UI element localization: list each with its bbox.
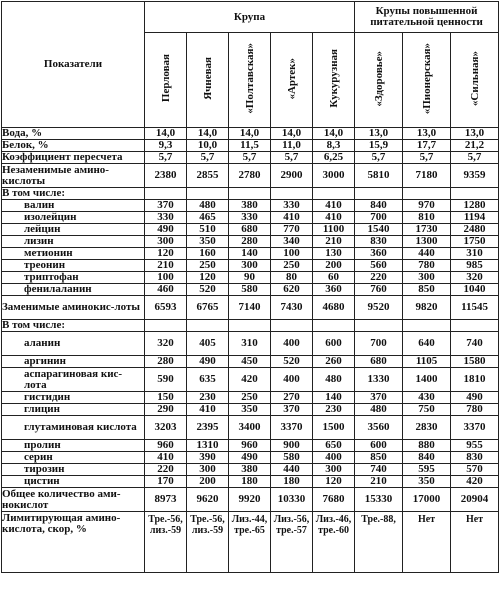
cell-value: 310 <box>451 248 499 260</box>
table-row <box>2 476 499 488</box>
cell-value: 300 <box>229 260 271 272</box>
cell-value: 390 <box>187 452 229 464</box>
column-header-text: «Артек» <box>285 57 298 100</box>
cell-value: 410 <box>313 200 355 212</box>
column-header-text: «Пионерская» <box>420 42 433 115</box>
cell-value: 5,7 <box>355 152 403 164</box>
cell-value: 850 <box>355 452 403 464</box>
row-label: тирозин <box>2 464 145 476</box>
cell-value <box>271 188 313 200</box>
cell-value: 7140 <box>229 296 271 320</box>
cell-value: 960 <box>145 440 187 452</box>
cell-value <box>187 320 229 332</box>
cell-value: 1330 <box>355 368 403 392</box>
table-row <box>2 188 499 200</box>
cell-value: 9359 <box>451 164 499 188</box>
table-row <box>2 440 499 452</box>
cell-value: 90 <box>229 272 271 284</box>
cell-value: 330 <box>271 200 313 212</box>
row-label: триптофан <box>2 272 145 284</box>
cell-value <box>451 188 499 200</box>
cell-value: 5,7 <box>451 152 499 164</box>
cell-value: 580 <box>271 452 313 464</box>
cell-value: 370 <box>355 392 403 404</box>
cell-value <box>229 188 271 200</box>
cell-value: Лиз.-56, тре.-57 <box>271 512 313 573</box>
column-header-text: Перловая <box>159 54 172 103</box>
cell-value: 320 <box>451 272 499 284</box>
row-label: метионин <box>2 248 145 260</box>
cell-value: 2830 <box>403 416 451 440</box>
cell-value <box>271 320 313 332</box>
cell-value: 300 <box>187 464 229 476</box>
cell-value: 400 <box>271 368 313 392</box>
cell-value: 290 <box>145 404 187 416</box>
table-row <box>2 512 499 573</box>
cell-value: 480 <box>313 368 355 392</box>
cell-value <box>187 188 229 200</box>
table-row <box>2 404 499 416</box>
table-row <box>2 392 499 404</box>
cell-value: 120 <box>313 476 355 488</box>
cell-value: 7680 <box>313 488 355 512</box>
cell-value: 680 <box>355 356 403 368</box>
table-row <box>2 236 499 248</box>
cell-value: 400 <box>313 452 355 464</box>
cell-value: 15330 <box>355 488 403 512</box>
cell-value: 830 <box>451 452 499 464</box>
cell-value: 330 <box>145 212 187 224</box>
cell-value: 420 <box>229 368 271 392</box>
cell-value <box>355 320 403 332</box>
cell-value: 810 <box>403 212 451 224</box>
cell-value: Тре.-88, <box>355 512 403 573</box>
cell-value: 220 <box>145 464 187 476</box>
cell-value: 9620 <box>187 488 229 512</box>
cell-value: 955 <box>451 440 499 452</box>
cell-value: 280 <box>145 356 187 368</box>
column-header <box>403 33 451 128</box>
cell-value: 7180 <box>403 164 451 188</box>
cell-value: 300 <box>403 272 451 284</box>
cell-value: 465 <box>187 212 229 224</box>
row-label: Белок, % <box>2 140 145 152</box>
column-header <box>187 33 229 128</box>
cell-value: 250 <box>271 260 313 272</box>
cell-value <box>313 320 355 332</box>
cell-value: 5,7 <box>145 152 187 164</box>
cell-value: 6593 <box>145 296 187 320</box>
cell-value: 360 <box>355 248 403 260</box>
table-row <box>2 284 499 296</box>
cell-value: 520 <box>187 284 229 296</box>
cell-value <box>403 188 451 200</box>
cell-value: 900 <box>271 440 313 452</box>
cell-value: 100 <box>145 272 187 284</box>
cell-value: 340 <box>271 236 313 248</box>
cell-value: 11,0 <box>271 140 313 152</box>
header-indicators: Показатели <box>2 2 145 128</box>
cell-value: 8,3 <box>313 140 355 152</box>
cell-value: 350 <box>187 236 229 248</box>
cell-value: 5,7 <box>187 152 229 164</box>
cell-value: 595 <box>403 464 451 476</box>
cell-value: 560 <box>355 260 403 272</box>
cell-value: 360 <box>313 284 355 296</box>
cell-value <box>451 320 499 332</box>
row-label: лейцин <box>2 224 145 236</box>
cell-value: 460 <box>145 284 187 296</box>
cell-value: 1810 <box>451 368 499 392</box>
row-label: фенилаланин <box>2 284 145 296</box>
cell-value: 200 <box>313 260 355 272</box>
cell-value: 2380 <box>145 164 187 188</box>
cell-value: 970 <box>403 200 451 212</box>
cell-value: 2855 <box>187 164 229 188</box>
cell-value: 140 <box>313 392 355 404</box>
cell-value: 250 <box>187 260 229 272</box>
cell-value: 3400 <box>229 416 271 440</box>
cell-value: 700 <box>355 212 403 224</box>
cell-value: 410 <box>145 452 187 464</box>
row-label: аланин <box>2 332 145 356</box>
cell-value: 5810 <box>355 164 403 188</box>
cell-value: 410 <box>271 212 313 224</box>
cell-value: 1500 <box>313 416 355 440</box>
cell-value: 880 <box>403 440 451 452</box>
cell-value: 410 <box>187 404 229 416</box>
cell-value: 3000 <box>313 164 355 188</box>
cell-value: 5,7 <box>403 152 451 164</box>
cell-value: 300 <box>145 236 187 248</box>
row-label: глицин <box>2 404 145 416</box>
cell-value <box>229 320 271 332</box>
cell-value: 210 <box>145 260 187 272</box>
table-row <box>2 248 499 260</box>
row-label: В том числе: <box>2 320 145 332</box>
row-label: Заменимые аминокис-лоты <box>2 296 145 320</box>
cell-value: 1040 <box>451 284 499 296</box>
cell-value: Нет <box>403 512 451 573</box>
cell-value: 750 <box>403 404 451 416</box>
row-label: пролин <box>2 440 145 452</box>
cell-value: 8973 <box>145 488 187 512</box>
cell-value: 480 <box>355 404 403 416</box>
table-row <box>2 368 499 392</box>
header-group-enriched: Крупы повышенной питательной ценности <box>355 2 499 33</box>
table-row <box>2 272 499 284</box>
cell-value: 590 <box>145 368 187 392</box>
column-header-text: «Сильная» <box>468 50 481 107</box>
cell-value: 10330 <box>271 488 313 512</box>
cell-value: Тре.-56, лиз.-59 <box>187 512 229 573</box>
cell-value: 760 <box>355 284 403 296</box>
column-header <box>271 33 313 128</box>
cell-value: 490 <box>451 392 499 404</box>
cell-value: 170 <box>145 476 187 488</box>
row-label: Вода, % <box>2 128 145 140</box>
cell-value: 2395 <box>187 416 229 440</box>
table-row <box>2 464 499 476</box>
table-body <box>2 128 499 573</box>
cell-value: 7430 <box>271 296 313 320</box>
cell-value: 840 <box>355 200 403 212</box>
cell-value: 370 <box>271 404 313 416</box>
table-row <box>2 452 499 464</box>
cell-value: 600 <box>313 332 355 356</box>
cell-value: 640 <box>403 332 451 356</box>
cell-value: 960 <box>229 440 271 452</box>
cell-value: Лиз.-44, тре.-65 <box>229 512 271 573</box>
cell-value: 1580 <box>451 356 499 368</box>
cell-value: 440 <box>271 464 313 476</box>
row-label: Коэффициент пересчета <box>2 152 145 164</box>
row-label: Незаменимые амино-кислоты <box>2 164 145 188</box>
cell-value: 1194 <box>451 212 499 224</box>
cell-value: 15,9 <box>355 140 403 152</box>
cell-value: 600 <box>355 440 403 452</box>
cell-value: 17000 <box>403 488 451 512</box>
cell-value: 14,0 <box>313 128 355 140</box>
cell-value: 260 <box>313 356 355 368</box>
cell-value: 635 <box>187 368 229 392</box>
cell-value: 770 <box>271 224 313 236</box>
cell-value: Нет <box>451 512 499 573</box>
table-row <box>2 212 499 224</box>
row-label: лизин <box>2 236 145 248</box>
cell-value: 100 <box>271 248 313 260</box>
cell-value: 80 <box>271 272 313 284</box>
table-row <box>2 296 499 320</box>
cell-value: 6765 <box>187 296 229 320</box>
cell-value: 1400 <box>403 368 451 392</box>
cell-value: 5,7 <box>229 152 271 164</box>
cell-value: 20904 <box>451 488 499 512</box>
cell-value: 330 <box>229 212 271 224</box>
cell-value <box>145 320 187 332</box>
cell-value: 2480 <box>451 224 499 236</box>
cell-value: Лиз.-46, тре.-60 <box>313 512 355 573</box>
row-label: гистидин <box>2 392 145 404</box>
cell-value: 570 <box>451 464 499 476</box>
row-label: Общее количество ами-нокислот <box>2 488 145 512</box>
cell-value <box>403 320 451 332</box>
cell-value: 180 <box>271 476 313 488</box>
column-header-text: Ячневая <box>201 57 214 100</box>
cell-value: 9,3 <box>145 140 187 152</box>
cell-value: 480 <box>187 200 229 212</box>
header-group-krupa: Крупа <box>145 2 355 33</box>
cell-value <box>145 188 187 200</box>
row-label: цистин <box>2 476 145 488</box>
cell-value: 150 <box>145 392 187 404</box>
cell-value: 405 <box>187 332 229 356</box>
cell-value: 850 <box>403 284 451 296</box>
column-header <box>355 33 403 128</box>
table-row <box>2 128 499 140</box>
cell-value: 3370 <box>451 416 499 440</box>
column-header <box>313 33 355 128</box>
table-row <box>2 320 499 332</box>
cell-value: 17,7 <box>403 140 451 152</box>
cell-value: 220 <box>355 272 403 284</box>
table-row <box>2 488 499 512</box>
table-row <box>2 152 499 164</box>
cell-value: 5,7 <box>271 152 313 164</box>
nutrition-table <box>1 1 499 573</box>
cell-value: 1280 <box>451 200 499 212</box>
cell-value: 120 <box>145 248 187 260</box>
cell-value: 620 <box>271 284 313 296</box>
row-label: Лимитирующая амино-кислота, скор, % <box>2 512 145 573</box>
cell-value: 120 <box>187 272 229 284</box>
cell-value: 13,0 <box>355 128 403 140</box>
table-row <box>2 164 499 188</box>
cell-value: 370 <box>145 200 187 212</box>
cell-value: 440 <box>403 248 451 260</box>
cell-value: 740 <box>355 464 403 476</box>
cell-value: 490 <box>187 356 229 368</box>
row-label: серин <box>2 452 145 464</box>
cell-value: 200 <box>187 476 229 488</box>
cell-value: 4680 <box>313 296 355 320</box>
cell-value: 230 <box>313 404 355 416</box>
cell-value: 320 <box>145 332 187 356</box>
table-row <box>2 200 499 212</box>
cell-value: 985 <box>451 260 499 272</box>
cell-value: 160 <box>187 248 229 260</box>
cell-value: 510 <box>187 224 229 236</box>
cell-value: 700 <box>355 332 403 356</box>
cell-value: 180 <box>229 476 271 488</box>
cell-value: 830 <box>355 236 403 248</box>
cell-value: 300 <box>313 464 355 476</box>
cell-value: 14,0 <box>271 128 313 140</box>
cell-value: 280 <box>229 236 271 248</box>
cell-value: 1300 <box>403 236 451 248</box>
cell-value: 9820 <box>403 296 451 320</box>
cell-value: 430 <box>403 392 451 404</box>
cell-value: 3203 <box>145 416 187 440</box>
cell-value: 380 <box>229 200 271 212</box>
column-header <box>451 33 499 128</box>
cell-value: 13,0 <box>403 128 451 140</box>
column-header <box>229 33 271 128</box>
cell-value <box>355 188 403 200</box>
row-label: В том числе: <box>2 188 145 200</box>
cell-value: 210 <box>313 236 355 248</box>
cell-value: 9920 <box>229 488 271 512</box>
cell-value: 400 <box>271 332 313 356</box>
cell-value: 230 <box>187 392 229 404</box>
cell-value: 580 <box>229 284 271 296</box>
cell-value: 13,0 <box>451 128 499 140</box>
cell-value: 1730 <box>403 224 451 236</box>
row-label: изолейцин <box>2 212 145 224</box>
cell-value: 3370 <box>271 416 313 440</box>
cell-value: 780 <box>451 404 499 416</box>
cell-value: 2900 <box>271 164 313 188</box>
table-row <box>2 332 499 356</box>
cell-value: 410 <box>313 212 355 224</box>
cell-value: 520 <box>271 356 313 368</box>
table-row <box>2 260 499 272</box>
cell-value: 350 <box>403 476 451 488</box>
cell-value <box>313 188 355 200</box>
cell-value: 250 <box>229 392 271 404</box>
cell-value: 680 <box>229 224 271 236</box>
column-header-text: «Здоровье» <box>372 50 385 107</box>
cell-value: Тре.-56, лиз.-59 <box>145 512 187 573</box>
cell-value: 1100 <box>313 224 355 236</box>
cell-value: 210 <box>355 476 403 488</box>
cell-value: 350 <box>229 404 271 416</box>
column-header-text: «Полтавская» <box>243 43 256 114</box>
cell-value: 1540 <box>355 224 403 236</box>
cell-value: 6,25 <box>313 152 355 164</box>
cell-value: 11545 <box>451 296 499 320</box>
cell-value: 60 <box>313 272 355 284</box>
cell-value: 1310 <box>187 440 229 452</box>
cell-value: 420 <box>451 476 499 488</box>
cell-value: 140 <box>229 248 271 260</box>
cell-value: 650 <box>313 440 355 452</box>
cell-value: 450 <box>229 356 271 368</box>
cell-value: 14,0 <box>229 128 271 140</box>
cell-value: 10,0 <box>187 140 229 152</box>
column-header-text: Кукурузная <box>327 49 340 108</box>
cell-value: 840 <box>403 452 451 464</box>
row-label: аспарагиновая кис-лота <box>2 368 145 392</box>
cell-value: 2780 <box>229 164 271 188</box>
cell-value: 740 <box>451 332 499 356</box>
cell-value: 270 <box>271 392 313 404</box>
column-header <box>145 33 187 128</box>
row-label: глутаминовая кислота <box>2 416 145 440</box>
cell-value: 21,2 <box>451 140 499 152</box>
cell-value: 380 <box>229 464 271 476</box>
cell-value: 1105 <box>403 356 451 368</box>
table-row <box>2 140 499 152</box>
row-label: аргинин <box>2 356 145 368</box>
row-label: треонин <box>2 260 145 272</box>
row-label: валин <box>2 200 145 212</box>
cell-value: 14,0 <box>187 128 229 140</box>
cell-value: 14,0 <box>145 128 187 140</box>
cell-value: 3560 <box>355 416 403 440</box>
cell-value: 780 <box>403 260 451 272</box>
table-row <box>2 416 499 440</box>
cell-value: 490 <box>229 452 271 464</box>
cell-value: 310 <box>229 332 271 356</box>
cell-value: 11,5 <box>229 140 271 152</box>
cell-value: 1750 <box>451 236 499 248</box>
table-row <box>2 356 499 368</box>
cell-value: 9520 <box>355 296 403 320</box>
cell-value: 130 <box>313 248 355 260</box>
table-row <box>2 224 499 236</box>
cell-value: 490 <box>145 224 187 236</box>
